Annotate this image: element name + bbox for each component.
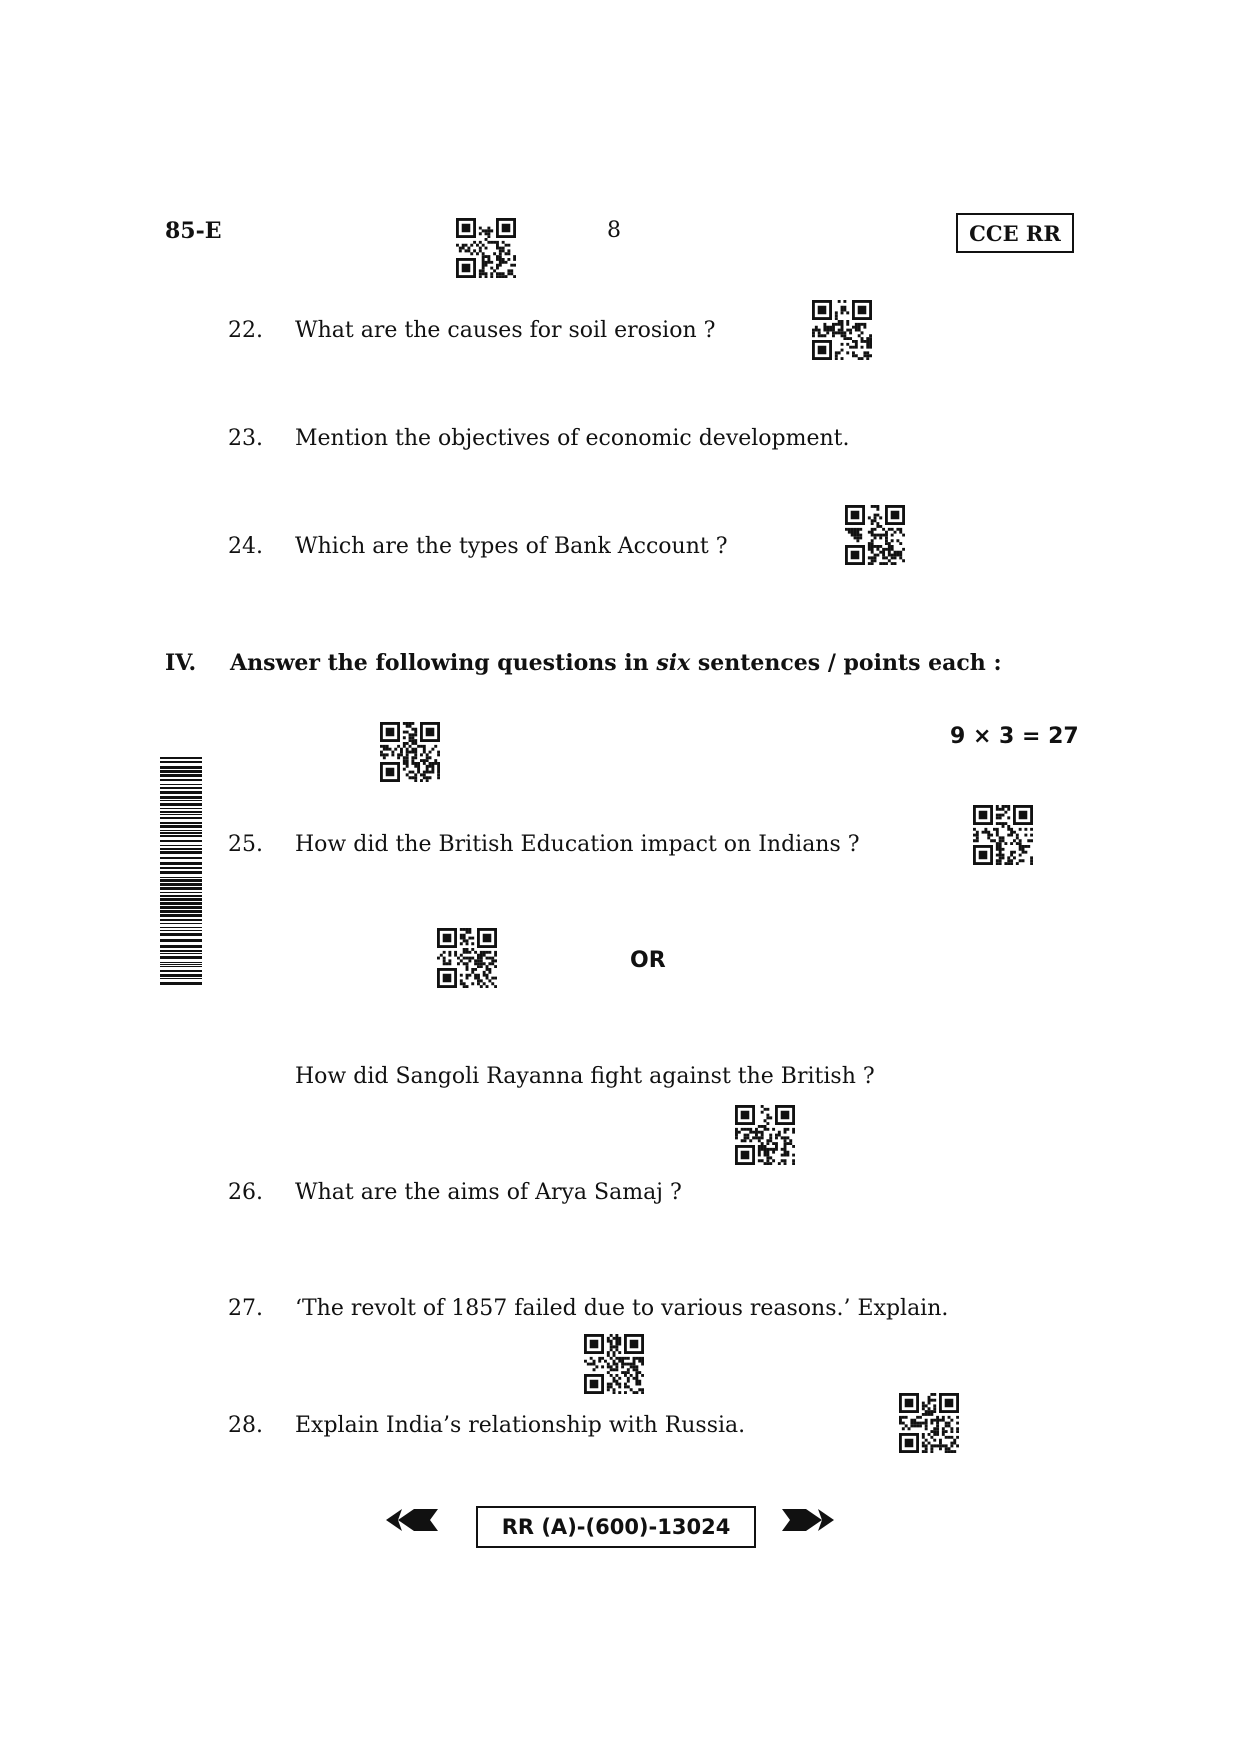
boxed-label: CCE RR: [956, 213, 1074, 253]
paper-code: 85-E: [165, 218, 222, 244]
question-number: 26.: [228, 1180, 263, 1205]
qr-code-icon: [735, 1105, 795, 1165]
barcode-icon: [160, 757, 202, 985]
question-number: 24.: [228, 534, 263, 559]
question-number: 23.: [228, 426, 263, 451]
question-text: Which are the types of Bank Account ?: [295, 534, 728, 559]
question-number: 27.: [228, 1296, 263, 1321]
or-label: OR: [630, 948, 666, 973]
question-number: 22.: [228, 318, 263, 343]
question-text: Explain India’s relationship with Russia.: [295, 1413, 746, 1438]
qr-code-icon: [437, 928, 497, 988]
question-text: What are the aims of Arya Samaj ?: [295, 1180, 682, 1205]
footer-code: RR (A)-(600)-13024: [476, 1506, 756, 1548]
question-text: How did Sangoli Rayanna fight against the British ?: [295, 1064, 875, 1089]
qr-code-icon: [899, 1393, 959, 1453]
section-number: IV.: [165, 650, 197, 676]
question-text: Mention the objectives of economic development.: [295, 426, 850, 451]
qr-code-icon: [845, 505, 905, 565]
qr-code-icon: [380, 722, 440, 782]
page-number: 8: [607, 218, 621, 243]
section-instruction: Answer the following questions in six sentences / points each :: [230, 650, 1002, 676]
arrow-right-icon: [780, 1505, 836, 1535]
arrow-left-icon: [384, 1505, 440, 1535]
question-number: 25.: [228, 832, 263, 857]
question-text: How did the British Education impact on Indians ?: [295, 832, 860, 857]
question-number: 28.: [228, 1413, 263, 1438]
question-text: ‘The revolt of 1857 failed due to various reasons.’ Explain.: [295, 1296, 949, 1321]
qr-code-icon: [584, 1334, 644, 1394]
qr-code-icon: [812, 300, 872, 360]
qr-code-icon: [973, 805, 1033, 865]
section-marks: 9 × 3 = 27: [950, 724, 1079, 749]
qr-code-icon: [456, 218, 516, 278]
question-text: What are the causes for soil erosion ?: [295, 318, 716, 343]
